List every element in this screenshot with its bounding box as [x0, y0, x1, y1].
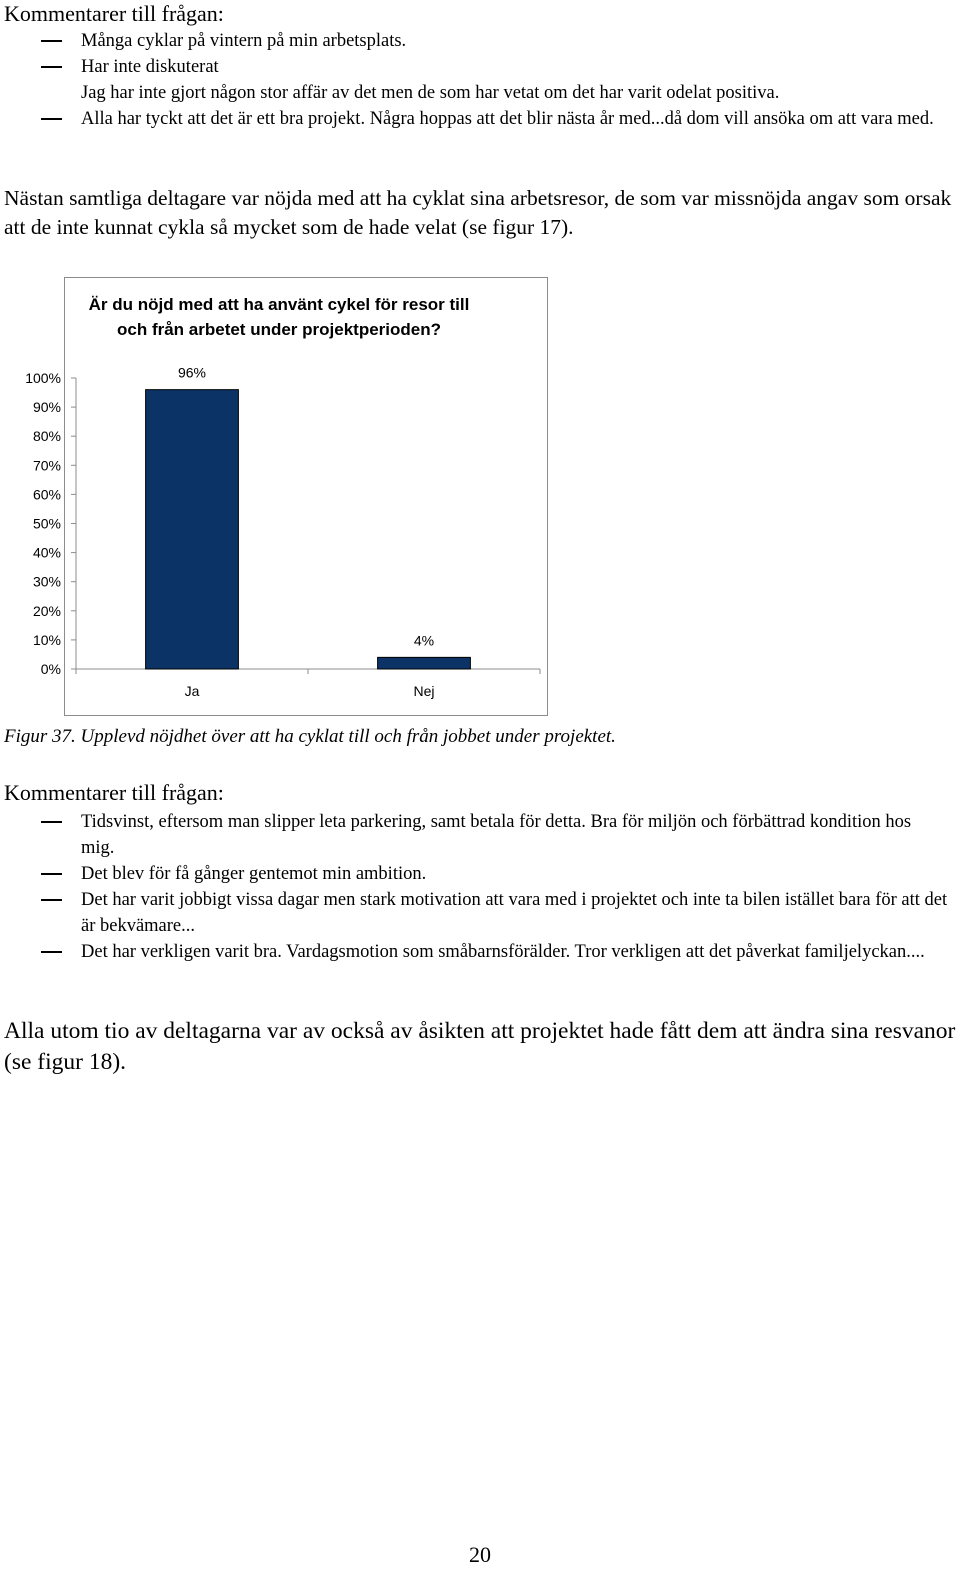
dash-bullet-icon — [41, 40, 62, 42]
comment-item — [0, 106, 960, 132]
comment-item — [0, 939, 960, 965]
comment-item — [0, 887, 960, 939]
dash-bullet-icon — [41, 951, 62, 953]
y-tick-label: 30% — [32, 573, 61, 590]
bar-data-label: 96% — [177, 364, 207, 381]
comment-item — [0, 861, 960, 887]
comments-heading-2: Kommentarer till frågan: — [4, 780, 224, 805]
y-tick-label: 0% — [40, 661, 61, 677]
comment-text: Alla har tyckt att det är ett bra projekt. Några hoppas att det blir nästa år med...då dom vill ansöka om att vara med. — [81, 109, 934, 129]
comment-text: Många cyklar på vintern på min arbetsplats. — [81, 31, 407, 51]
bar-nej — [378, 657, 471, 669]
page-number: 20 — [469, 1542, 491, 1567]
chart-title-line-1: Är du nöjd med att ha använt cykel för resor till — [88, 295, 470, 314]
bar-ja — [146, 390, 239, 669]
dash-bullet-icon — [41, 66, 62, 68]
dash-bullet-icon — [41, 821, 62, 823]
comment-list-1 — [0, 28, 960, 132]
comment-text: Det blev för få gånger gentemot min ambition. — [81, 864, 427, 884]
figure-caption: Figur 37. Upplevd nöjdhet över att ha cyklat till och från jobbet under projektet. — [4, 726, 616, 747]
y-tick-label: 80% — [32, 428, 61, 445]
y-tick-label: 40% — [32, 544, 61, 561]
bar-data-label: 4% — [413, 632, 435, 649]
dash-bullet-icon — [41, 873, 62, 875]
comment-item — [0, 809, 960, 861]
y-tick-label: 20% — [32, 602, 61, 619]
body-paragraph-2: Alla utom tio av deltagarna var av också av åsikten att projektet hade fått dem att ändra sina resvanor (se figur 18). — [4, 1018, 956, 1075]
comment-item — [0, 28, 960, 54]
y-tick-label: 50% — [32, 515, 61, 532]
comments-heading-1: Kommentarer till frågan: — [4, 1, 224, 26]
dash-bullet-icon — [41, 118, 62, 120]
comment-text: Tidsvinst, eftersom man slipper leta parkering, samt betala för detta. Bra för miljön och förbättrad kondition hos mig. — [81, 812, 912, 858]
comment-item — [0, 80, 960, 106]
dash-bullet-icon — [41, 899, 62, 901]
y-tick-label: 10% — [32, 631, 61, 648]
x-category-label: Nej — [413, 683, 435, 699]
body-paragraph-1: Nästan samtliga deltagare var nöjda med att ha cyklat sina arbetsresor, de som var missnöjda angav som orsak att de inte kunnat cykla så mycket som de hade velat (se figur 17). — [4, 186, 952, 239]
comment-item — [0, 54, 960, 80]
comment-list-2 — [0, 809, 960, 965]
y-tick-label: 90% — [32, 399, 61, 416]
comment-text: Jag har inte gjort någon stor affär av det men de som har vetat om det har varit odelat positiva. — [81, 83, 780, 103]
comment-text: Det har verkligen varit bra. Vardagsmotion som småbarnsförälder. Tror verkligen att det påverkat familjelyckan.... — [81, 942, 925, 962]
comment-text: Det har varit jobbigt vissa dagar men stark motivation att vara med i projektet och inte ta bilen istället bara för att det är bekvämare... — [81, 890, 948, 936]
x-category-label: Ja — [184, 683, 200, 699]
chart-title-line-2: och från arbetet under projektperioden? — [117, 320, 441, 339]
y-tick-label: 60% — [32, 486, 61, 503]
y-tick-label: 100% — [25, 370, 61, 386]
satisfaction-bar-chart — [0, 270, 560, 720]
y-tick-label: 70% — [32, 457, 61, 474]
comment-text: Har inte diskuterat — [81, 57, 219, 77]
